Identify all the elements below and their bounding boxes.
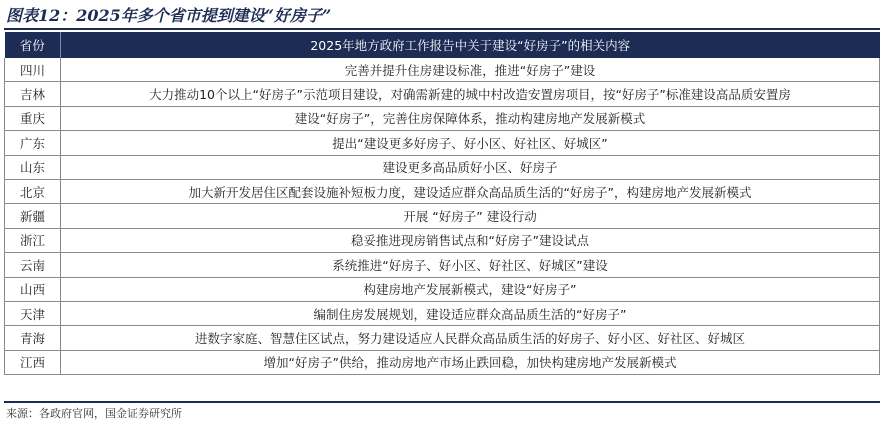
- row-province: 吉林: [5, 82, 61, 106]
- title-divider: [4, 28, 880, 30]
- table-row: [5, 82, 880, 106]
- table-row: [5, 228, 880, 252]
- bottom-divider: [4, 401, 880, 403]
- row-province: 重庆: [5, 106, 61, 130]
- row-province: 江西: [5, 350, 61, 374]
- row-province: 天津: [5, 301, 61, 325]
- row-province: 北京: [5, 179, 61, 203]
- table-row: [5, 131, 880, 155]
- row-province: 浙江: [5, 228, 61, 252]
- header-content: 2025年地方政府工作报告中关于建设“好房子”的相关内容: [61, 32, 880, 58]
- table-header-row: [5, 32, 880, 58]
- row-province: 青海: [5, 326, 61, 350]
- header-province: 省份: [5, 32, 61, 58]
- row-province: 广东: [5, 131, 61, 155]
- row-content: 大力推动10个以上“好房子”示范项目建设，对确需新建的城中村改造安置房项目，按“好房子”标准建设高品质安置房: [61, 82, 880, 106]
- table-row: [5, 155, 880, 179]
- row-province: 云南: [5, 253, 61, 277]
- row-province: 新疆: [5, 204, 61, 228]
- row-province: 四川: [5, 58, 61, 82]
- row-content: 构建房地产发展新模式，建设“好房子”: [61, 277, 880, 301]
- source-note: 来源：各政府官网，国金证券研究所: [6, 407, 182, 420]
- table-row: [5, 253, 880, 277]
- table-row: [5, 277, 880, 301]
- row-content: 增加“好房子”供给，推动房地产市场止跌回稳，加快构建房地产发展新模式: [61, 350, 880, 374]
- row-content: 加大新开发居住区配套设施补短板力度，建设适应群众高品质生活的“好房子”，构建房地产发展新模式: [61, 179, 880, 203]
- table-row: [5, 350, 880, 374]
- row-content: 系统推进“好房子、好小区、好社区、好城区”建设: [61, 253, 880, 277]
- row-content: 提出“建设更多好房子、好小区、好社区、好城区”: [61, 131, 880, 155]
- row-content: 开展 “好房子” 建设行动: [61, 204, 880, 228]
- table-row: [5, 106, 880, 130]
- row-content: 完善并提升住房建设标准，推进“好房子”建设: [61, 58, 880, 82]
- row-content: 稳妥推进现房销售试点和“好房子”建设试点: [61, 228, 880, 252]
- row-content: 进数字家庭、智慧住区试点，努力建设适应人民群众高品质生活的好房子、好小区、好社区、好城区: [61, 326, 880, 350]
- table-row: [5, 301, 880, 325]
- row-province: 山东: [5, 155, 61, 179]
- table-row: [5, 204, 880, 228]
- policy-table: [4, 32, 880, 375]
- row-province: 山西: [5, 277, 61, 301]
- table-row: [5, 179, 880, 203]
- row-content: 建设“好房子”，完善住房保障体系，推动构建房地产发展新模式: [61, 106, 880, 130]
- figure-title: 图表12：2025年多个省市提到建设“好房子”: [6, 6, 332, 25]
- row-content: 编制住房发展规划，建设适应群众高品质生活的“好房子”: [61, 301, 880, 325]
- table-row: [5, 326, 880, 350]
- table-row: [5, 58, 880, 82]
- row-content: 建设更多高品质好小区、好房子: [61, 155, 880, 179]
